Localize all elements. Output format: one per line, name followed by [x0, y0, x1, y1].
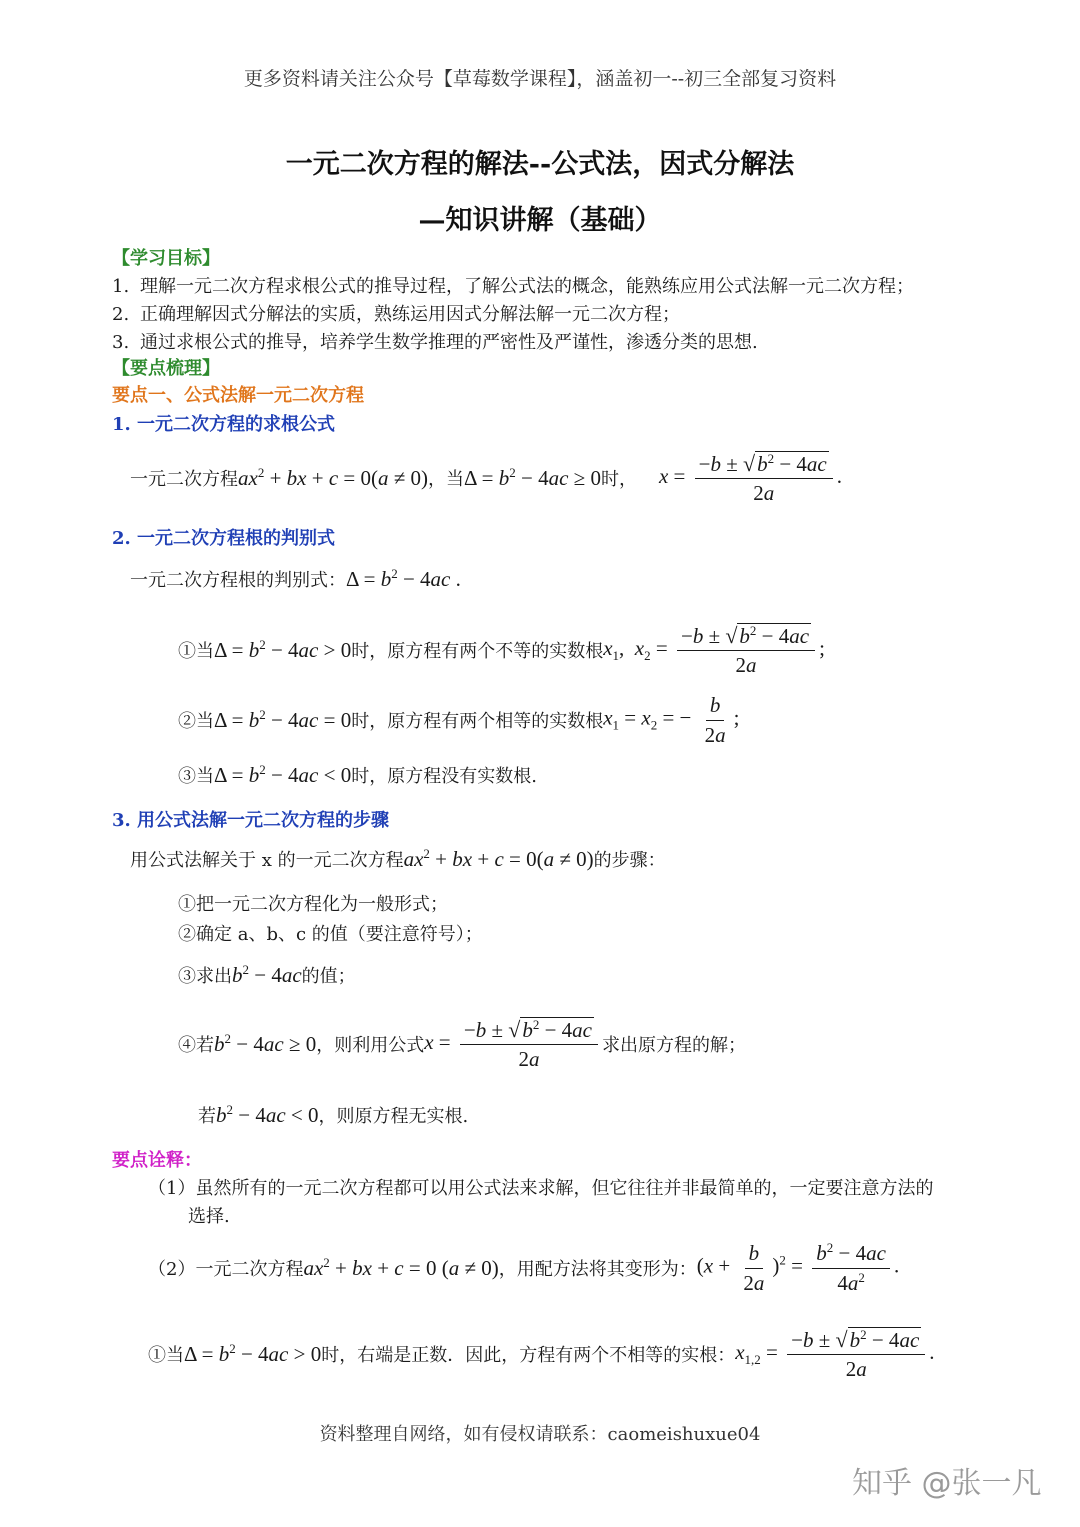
step-1: ①把一元二次方程化为一般形式；	[178, 894, 448, 915]
step5-condition: $b^2 - 4ac < 0$	[216, 1102, 319, 1127]
discriminant-expr: $b^2 - 4ac$	[232, 962, 302, 987]
point1-heading: 要点一、公式法解一元二次方程	[112, 385, 364, 406]
note-1-line2: 选择.	[188, 1206, 230, 1227]
quadratic-formula-line: 一元二次方程 $ax^2$ + bx + c = 0(a ≠ 0) ，当 $\Delta = b^2 - 4ac \ge 0$ 时， x = $\frac{-b \pm √b^2 - 4ac}{2a}$ .	[130, 450, 842, 506]
step-2: ②确定 a、b、c 的值（要注意符号）；	[178, 924, 483, 945]
case2-line: ②当 $\Delta = b^2 - 4ac = 0$ 时，原方程有两个相等的实数根 $x_1 = x_2$ = − $\frac{b}{2a}$ ;	[178, 693, 740, 747]
step-5: 若$b^2 - 4ac < 0$，则原方程无实根.	[198, 1102, 469, 1127]
completed-square-form: (x + $\frac{b}{2a}$ )$^2$ = $\frac{b^2 - 4ac}{4a^2}$ .	[696, 1240, 900, 1295]
page-footer: 资料整理自网络，如有侵权请联系：caomeishuxue04	[319, 1424, 761, 1445]
case1-condition: $\Delta = b^2 - 4ac > 0$	[214, 637, 352, 662]
root-formula: x = $\frac{-b \pm √b^2 - 4ac}{2a}$	[424, 1017, 602, 1071]
review-heading: 【要点梳理】	[112, 358, 220, 379]
root-formula: x = $\frac{-b \pm √b^2 - 4ac}{2a}$ .	[658, 450, 842, 506]
note-3: ①当 $\Delta = b^2 - 4ac > 0$ 时，右端是正数．因此，方程有两个不相等的实根： $x_{1,2}$ = $\frac{-b \pm √b^2 - 4ac}{2a}$ .	[148, 1326, 935, 1382]
discriminant-condition: $\Delta = b^2 - 4ac \ge 0$	[464, 465, 601, 490]
step-4: ④若 $b^2 - 4ac \ge 0$ ，则利用公式 x = $\frac{-b \pm √b^2 - 4ac}{2a}$ 求出原方程的解；	[178, 1016, 746, 1072]
note-2: （2）一元二次方程 $ax^2$ + bx + c = 0 (a ≠ 0) ，用配方法将其变形为： (x + $\frac{b}{2a}$ )$^2$ = $\frac{b^2 - 4ac}{4a^2}$ .	[148, 1240, 900, 1295]
case1-roots: $x_1$, $x_2$ = $\frac{-b \pm √b^2 - 4ac}{2a}$ ;	[603, 622, 825, 678]
discriminant-formula: $\Delta = b^2 - 4ac$ .	[346, 566, 461, 591]
step4-condition: $b^2 - 4ac \ge 0$	[214, 1031, 317, 1056]
section1-heading: 1. 一元二次方程的求根公式	[112, 414, 336, 435]
step-3: ③求出$b^2 - 4ac$的值；	[178, 962, 356, 987]
roots-x12: $x_{1,2}$ = $\frac{-b \pm √b^2 - 4ac}{2a}$ .	[735, 1326, 935, 1382]
section3-heading: 3. 用公式法解一元二次方程的步骤	[112, 810, 390, 831]
notes-heading: 要点诠释：	[112, 1150, 202, 1171]
objective-item: 2. 正确理解因式分解法的实质，熟练运用因式分解法解一元二次方程；	[112, 304, 680, 325]
case2-condition: $\Delta = b^2 - 4ac = 0$	[214, 707, 352, 732]
steps-intro: 用公式法解关于 x 的一元二次方程$ax^2$ + bx + c = 0(a ≠ 0)的步骤：	[130, 846, 666, 871]
case3-line: ③当$\Delta = b^2 - 4ac < 0$时，原方程没有实数根.	[178, 762, 537, 787]
objective-item: 1. 理解一元二次方程求根公式的推导过程，了解公式法的概念，能熟练应用公式法解一元二次方程；	[112, 276, 914, 297]
page-header: 更多资料请关注公众号【草莓数学课程】，涵盖初一--初三全部复习资料	[243, 68, 837, 90]
case2-roots: $x_1 = x_2$ = − $\frac{b}{2a}$ ;	[603, 693, 740, 747]
section2-heading: 2. 一元二次方程根的判别式	[112, 528, 336, 549]
note-1-line1: （1）虽然所有的一元二次方程都可以用公式法来求解，但它往往并非最简单的，一定要注意方法的	[148, 1178, 934, 1199]
objectives-heading: 【学习目标】	[112, 248, 220, 269]
discriminant-line: 一元二次方程根的判别式：$\Delta = b^2 - 4ac$ .	[130, 566, 461, 591]
general-form-equation: $ax^2$ + bx + c = 0 (a ≠ 0)	[303, 1255, 499, 1280]
document-subtitle: —知识讲解（基础）	[418, 205, 662, 236]
document-title: 一元二次方程的解法--公式法，因式分解法	[285, 149, 795, 180]
case3-condition: $\Delta = b^2 - 4ac < 0$	[214, 762, 352, 787]
case1-line: ①当 $\Delta = b^2 - 4ac > 0$ 时，原方程有两个不等的实数根 $x_1$, $x_2$ = $\frac{-b \pm √b^2 - 4ac}{2a}$ ;	[178, 622, 825, 678]
general-form-equation: $ax^2$ + bx + c = 0(a ≠ 0)	[403, 846, 594, 871]
general-form-equation: $ax^2$ + bx + c = 0(a ≠ 0)	[238, 465, 429, 490]
zhihu-watermark: 知乎 @张一凡	[852, 1466, 1042, 1501]
note3-condition: $\Delta = b^2 - 4ac > 0$	[184, 1341, 322, 1366]
objective-item: 3. 通过求根公式的推导，培养学生数学推理的严密性及严谨性，渗透分类的思想.	[112, 332, 758, 353]
